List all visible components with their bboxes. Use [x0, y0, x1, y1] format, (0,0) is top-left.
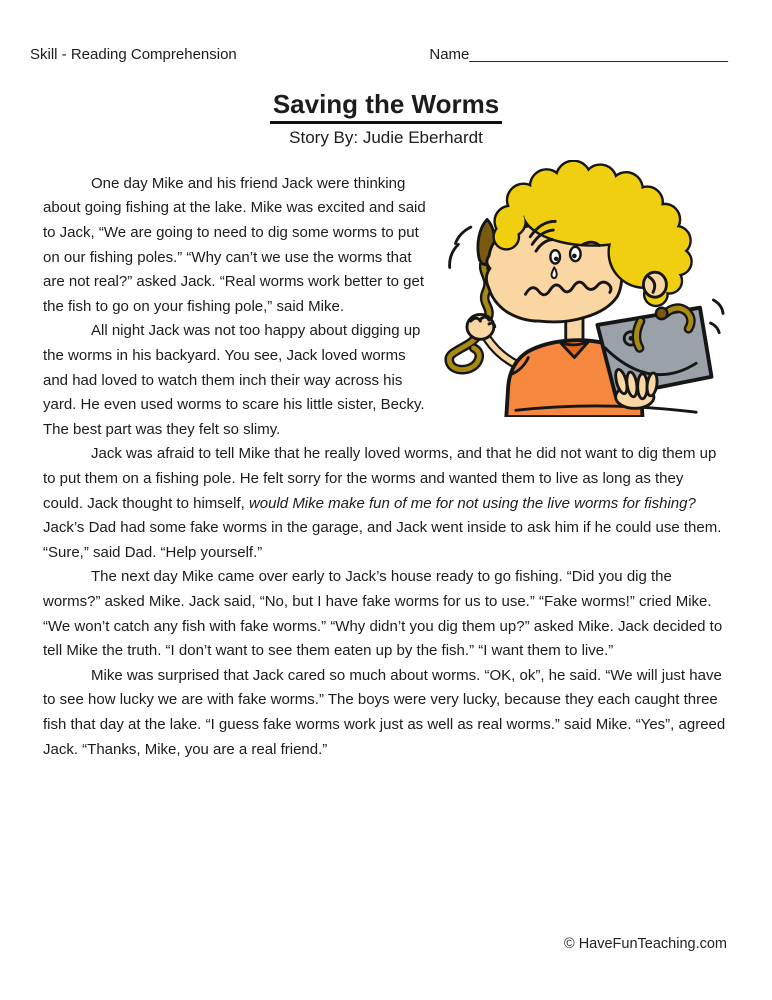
story-paragraph-4: The next day Mike came over early to Jack’s house ready to go fishing. “Did you dig the worms?” asked Mike. Jack said, “No, but I have fake worms for us to use.” “Fake worms!” cried Mike. “We won’t catch any fish with fake worms.” “Why didn’t you dig them up?” asked Mike. Jack decided to tell Mike the truth. “I don’t want to see them eaten up by the fish.” “I want them to live.” — [43, 568, 723, 660]
name-field — [429, 46, 728, 63]
worried-boy-illustration — [439, 160, 727, 417]
copyright: © HaveFunTeaching.com — [563, 936, 727, 952]
story-paragraph-3-italic: would Mike make fun of me for not using the live worms for fishing? — [248, 494, 696, 512]
title-block — [0, 90, 772, 124]
story-paragraph-2: All night Jack was not too happy about digging up the worms in his backyard. You see, Jack loved worms and had loved to watch them inch their way across his yard. He even used worms to scare his little sister, Becky. The best part was they felt so slimy. — [43, 322, 425, 438]
motion-lines-left — [450, 227, 471, 267]
skill-label: Skill - Reading Comprehension — [30, 46, 237, 63]
name-label: Name — [429, 46, 470, 63]
name-blank-line: _______________________________ — [469, 46, 728, 63]
story-paragraph-1: One day Mike and his friend Jack were thinking about going fishing at the lake. Mike was excited and said to Jack, “We are going to need to dig some worms to put on our fishing poles.” “Why can’t we use the worms that are not real?” asked Jack. “Real worms work better to get the fish to go on your fishing pole,” said Mike. — [43, 174, 426, 315]
story-paragraph-3-text: Jack was afraid to tell Mike that he really loved worms, and that he did not want to dig them up to put them on a fishing pole. He felt sorry for the worms and wanted them to live as long as they could. Jack thought to himself, — [43, 445, 717, 512]
byline: Story By: Judie Eberhardt — [289, 127, 483, 147]
story-paragraph-3 — [43, 442, 727, 565]
page-title: Saving the Worms — [270, 90, 502, 124]
story-text — [43, 172, 727, 762]
story-illustration — [439, 160, 727, 417]
page-header — [0, 0, 772, 63]
motion-lines-right — [711, 300, 723, 333]
boy-ear — [643, 272, 666, 297]
story-paragraph-3-text-after: Jack’s Dad had some fake worms in the garage, and Jack went inside to ask him if he could use them. “Sure,” said Dad. “Help yourself.” — [43, 519, 722, 561]
story-paragraph-5: Mike was surprised that Jack cared so much about worms. “OK, ok”, he said. “We will just have to see how lucky we are with fake worms.” The boys were very lucky, because they each caught three fish that day at the lake. “I guess fake worms work just as well as real worms.” said Mike. “Yes”, agreed Jack. “Thanks, Mike, you are a real friend.” — [43, 666, 726, 758]
